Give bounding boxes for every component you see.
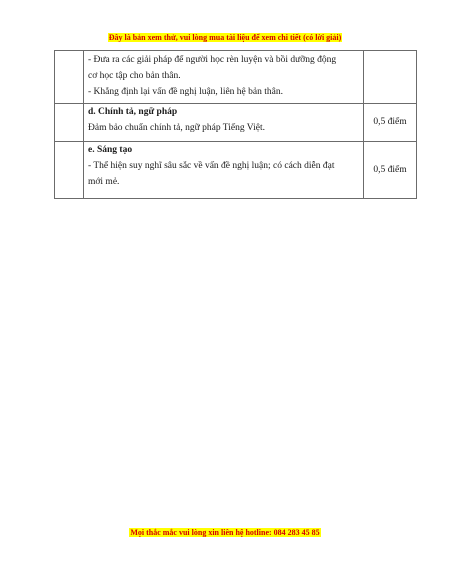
table-cell-empty: [55, 142, 84, 199]
score-cell: 0,5 điểm: [364, 142, 417, 199]
header-notice-banner: [0, 27, 450, 45]
criteria-line: - Khẳng định lại vấn đề nghị luận, liên hệ bản thân.: [88, 87, 283, 98]
table-row: [55, 51, 417, 104]
table-cell-empty: [55, 51, 84, 104]
score-cell: 0,5 điểm: [364, 104, 417, 142]
criteria-heading: e. Sáng tạo: [88, 145, 133, 155]
criteria-cell: [84, 104, 364, 142]
criteria-heading: d. Chính tả, ngữ pháp: [88, 107, 178, 117]
criteria-cell: [84, 51, 364, 104]
table-row: [55, 104, 417, 142]
criteria-line: - Đưa ra các giải pháp để người học rèn luyện và bồi dưỡng động: [88, 55, 337, 65]
table-row: [55, 142, 417, 199]
footer-hotline-banner: [0, 522, 450, 540]
header-notice-text: Đây là bản xem thử, vui lòng mua tài liệu để xem chi tiết (có lời giải): [108, 33, 342, 42]
criteria-line: cơ học tập cho bản thân.: [88, 71, 181, 82]
criteria-cell: [84, 142, 364, 199]
criteria-line: mới mẻ.: [88, 177, 120, 188]
score-cell: [364, 51, 417, 104]
footer-hotline-text: Mọi thắc mắc vui lòng xin liên hệ hotline: 084 283 45 85: [130, 528, 320, 537]
table-cell-empty: [55, 104, 84, 142]
criteria-line: Đảm bảo chuẩn chính tả, ngữ pháp Tiếng Việt.: [88, 123, 265, 134]
grading-table: [54, 50, 417, 199]
criteria-line: - Thể hiện suy nghĩ sâu sắc về vấn đề nghị luận; có cách diễn đạt: [88, 161, 335, 172]
